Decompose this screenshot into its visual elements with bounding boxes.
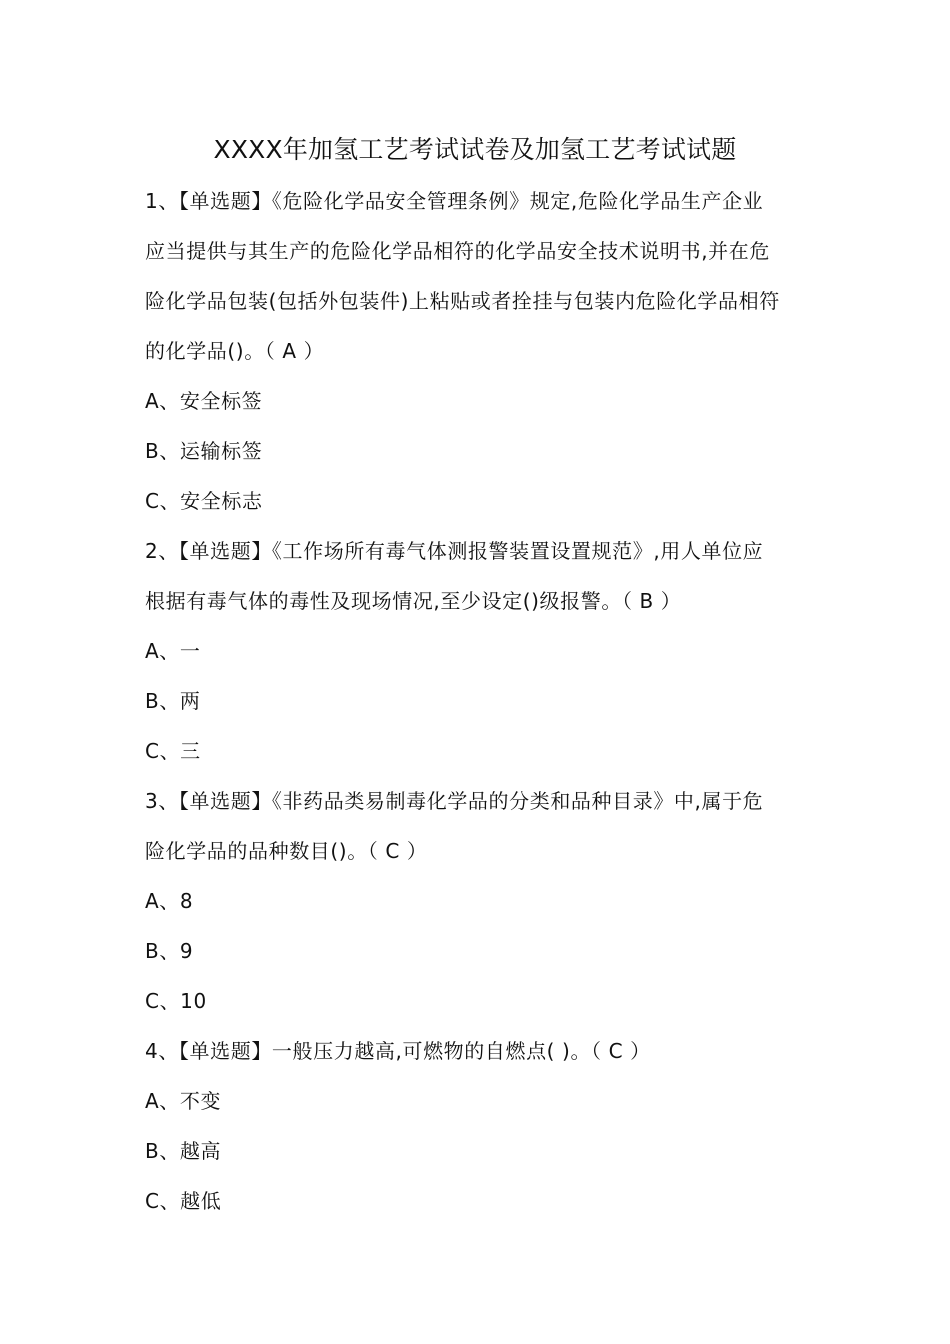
- question-2-option-c: C、三: [145, 739, 201, 763]
- question-3: [145, 776, 810, 1026]
- document-title: XXXX年加氢工艺考试试卷及加氢工艺考试试题: [213, 135, 737, 164]
- question-3-stem-line-2: 险化学品的品种数目()。（ C ）: [145, 839, 428, 863]
- question-4: [145, 1026, 810, 1226]
- question-2-option-b: B、两: [145, 689, 201, 713]
- question-1-option-b: B、运输标签: [145, 439, 263, 463]
- question-4-stem-line-1: 4、【单选题】一般压力越高,可燃物的自燃点( )。（ C ）: [145, 1039, 651, 1063]
- question-1-stem-line-1: 1、【单选题】《危险化学品安全管理条例》规定,危险化学品生产企业: [145, 189, 764, 213]
- question-1-stem-line-3: 险化学品包装(包括外包装件)上粘贴或者拴挂与包装内危险化学品相符: [145, 289, 780, 313]
- question-1-option-a: A、安全标签: [145, 389, 263, 413]
- question-list: [145, 176, 810, 1226]
- question-2-stem-line-1: 2、【单选题】《工作场所有毒气体测报警装置设置规范》,用人单位应: [145, 539, 764, 563]
- question-1-stem-line-4: 的化学品()。（ A ）: [145, 339, 325, 363]
- question-2-option-a: A、一: [145, 639, 201, 663]
- question-3-stem-line-1: 3、【单选题】《非药品类易制毒化学品的分类和品种目录》中,属于危: [145, 789, 764, 813]
- question-1-option-c: C、安全标志: [145, 489, 263, 513]
- question-3-option-b: B、9: [145, 939, 194, 963]
- question-3-option-c: C、10: [145, 989, 207, 1013]
- question-2: [145, 526, 810, 776]
- question-4-option-c: C、越低: [145, 1189, 222, 1213]
- question-3-option-a: A、8: [145, 889, 194, 913]
- question-4-option-b: B、越高: [145, 1139, 222, 1163]
- question-2-stem-line-2: 根据有毒气体的毒性及现场情况,至少设定()级报警。（ B ）: [145, 589, 682, 613]
- question-1-stem-line-2: 应当提供与其生产的危险化学品相符的化学品安全技术说明书,并在危: [145, 239, 770, 263]
- question-1: [145, 176, 810, 526]
- question-4-option-a: A、不变: [145, 1089, 222, 1113]
